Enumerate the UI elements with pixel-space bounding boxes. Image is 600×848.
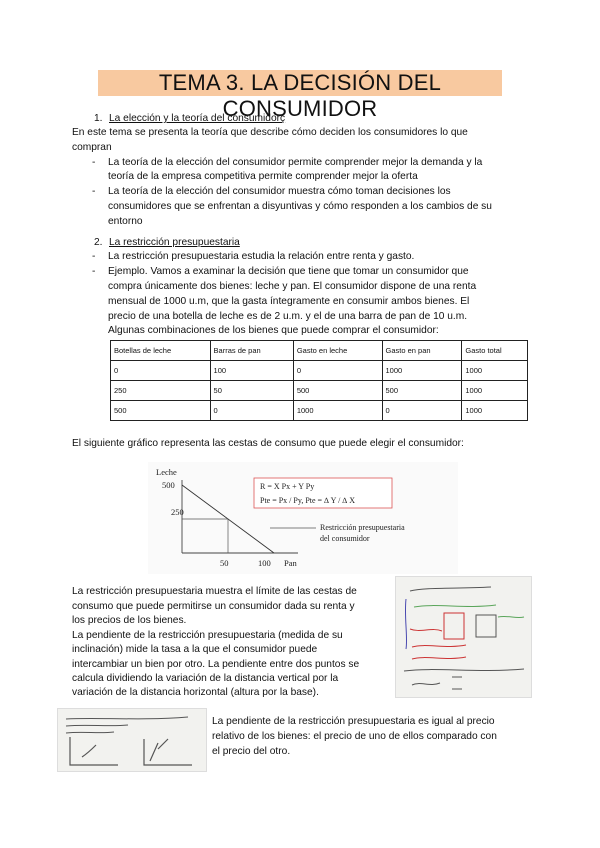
paragraph-line: inclinación) mide la tasa a la que el consumidor puede xyxy=(72,644,318,655)
table-header-cell: Gasto en pan xyxy=(382,341,462,361)
paragraph-line: compran xyxy=(72,142,112,153)
paragraph-line: La restricción presupuestaria muestra el límite de las cestas de xyxy=(72,586,357,597)
graph-ylabel: Leche xyxy=(156,467,177,477)
paragraph-line: La pendiente de la restricción presupuestaria (medida de su xyxy=(72,630,343,641)
example-line: Algunas combinaciones de los bienes que puede comprar el consumidor: xyxy=(108,325,439,336)
graph-x100: 100 xyxy=(258,558,271,568)
bullet-line: La teoría de la elección del consumidor muestra cómo toman decisiones los xyxy=(108,186,451,197)
table-cell: 500 xyxy=(382,381,462,401)
table-cell: 1000 xyxy=(382,361,462,381)
paragraph-line: intercambiar un bien por otro. La pendiente entre dos puntos se xyxy=(72,659,360,670)
table-cell: 500 xyxy=(111,401,211,421)
table-row xyxy=(111,381,528,401)
bullet-dash: - xyxy=(92,251,96,262)
table-cell: 500 xyxy=(293,381,382,401)
bullet-line: entorno xyxy=(108,216,143,227)
table-cell: 50 xyxy=(210,381,293,401)
paragraph-line: relativo de los bienes: el precio de uno de ellos comparado con xyxy=(212,731,497,742)
table-row xyxy=(111,361,528,381)
bullet-line: teoría de la empresa competitiva permite comprender mejor la oferta xyxy=(108,171,418,182)
table-row xyxy=(111,401,528,421)
formula-budget: R = X Px + Y Py xyxy=(260,482,315,491)
bullet-line: La teoría de la elección del consumidor permite comprender mejor la demanda y la xyxy=(108,157,483,168)
handwritten-notes-image xyxy=(395,576,532,698)
combinations-table xyxy=(110,340,528,421)
example-line: mensual de 1000 u.m, que la gasta íntegramente en consumir ambos bienes. El xyxy=(108,296,470,307)
handwritten-slope-image xyxy=(57,708,207,772)
graph-x50: 50 xyxy=(220,558,229,568)
bullet-dash: - xyxy=(92,157,96,168)
graph-xlabel: Pan xyxy=(284,558,297,568)
graph-annotation: del consumidor xyxy=(320,534,370,543)
table-cell: 100 xyxy=(210,361,293,381)
paragraph-line: calcula dividiendo la variación de la distancia vertical por la xyxy=(72,673,339,684)
example-line: compra únicamente dos bienes: leche y pan. El consumidor dispone de una renta xyxy=(108,281,477,292)
section-heading: La elección y la teoría del consumidorç xyxy=(109,113,286,124)
bullet-line: La restricción presupuestaria estudia la relación entre renta y gasto. xyxy=(108,251,415,262)
table-cell: 0 xyxy=(382,401,462,421)
paragraph-line: el precio del otro. xyxy=(212,746,291,757)
table-header-cell: Botellas de leche xyxy=(111,341,211,361)
table-header-cell: Gasto total xyxy=(462,341,528,361)
paragraph-line: variación de la distancia horizontal (altura por la base). xyxy=(72,687,319,698)
table-header-row xyxy=(111,341,528,361)
bullet-dash: - xyxy=(92,266,96,277)
bullet-line: consumidores que se enfrentan a disyuntivas y cómo responden a los cambios de su xyxy=(108,201,492,212)
paragraph-line: consumo que puede permitirse un consumidor dada su renta y xyxy=(72,601,355,612)
example-line: Ejemplo. Vamos a examinar la decisión que tiene que tomar un consumidor que xyxy=(108,266,469,277)
table-cell: 0 xyxy=(210,401,293,421)
paragraph-line: los precios de los bienes. xyxy=(72,615,187,626)
graph-intro: El siguiente gráfico representa las cestas de consumo que puede elegir el consumidor: xyxy=(72,438,464,449)
table-cell: 1000 xyxy=(462,381,528,401)
table-cell: 1000 xyxy=(462,401,528,421)
page-title: TEMA 3. LA DECISIÓN DEL CONSUMIDOR xyxy=(98,70,502,96)
table-header-cell: Barras de pan xyxy=(210,341,293,361)
table-cell: 0 xyxy=(293,361,382,381)
section-number: 2. xyxy=(94,237,103,248)
graph-y250: 250 xyxy=(171,507,184,517)
paragraph-line: La pendiente de la restricción presupuestaria es igual al precio xyxy=(212,716,495,727)
graph-y500: 500 xyxy=(162,480,175,490)
section-number: 1. xyxy=(94,113,103,124)
formula-slope: Pte = Px / Py, Pte = ∆ Y / ∆ X xyxy=(260,496,356,505)
paragraph-line: En este tema se presenta la teoría que describe cómo deciden los consumidores lo que xyxy=(72,127,468,138)
table-cell: 1000 xyxy=(462,361,528,381)
table-cell: 0 xyxy=(111,361,211,381)
table-cell: 1000 xyxy=(293,401,382,421)
example-line: precio de una botella de leche es de 2 u.m. y el de una barra de pan de 10 u.m. xyxy=(108,311,468,322)
budget-constraint-graph xyxy=(148,462,458,574)
graph-annotation: Restricción presupuestaria xyxy=(320,523,405,532)
table-header-cell: Gasto en leche xyxy=(293,341,382,361)
bullet-dash: - xyxy=(92,186,96,197)
section-heading: La restricción presupuestaria xyxy=(109,237,240,248)
table-cell: 250 xyxy=(111,381,211,401)
